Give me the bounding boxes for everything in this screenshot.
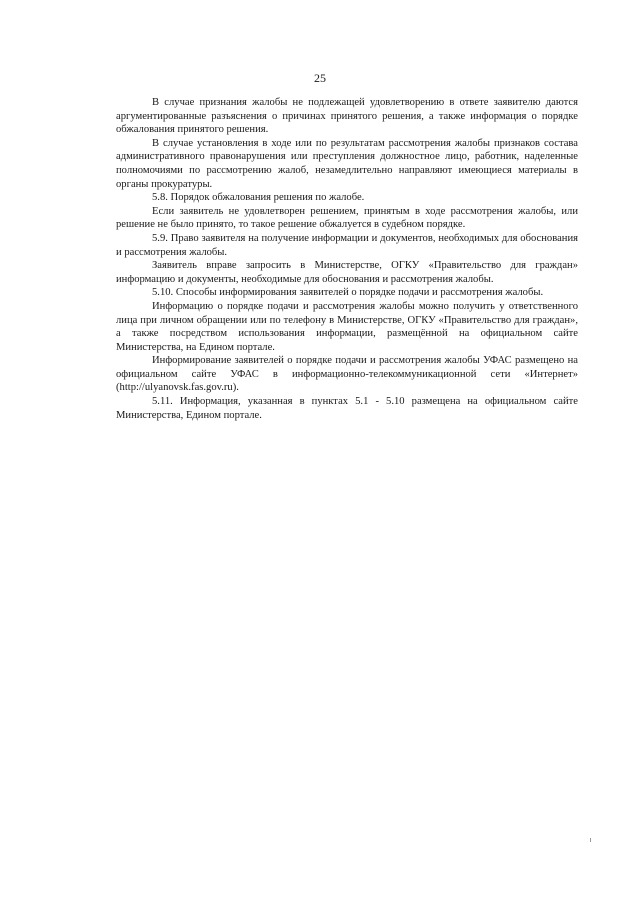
- section-paragraph-5-11: 5.11. Информация, указанная в пунктах 5.1 - 5.10 размещена на официальном сайте Министерства, Едином портале.: [116, 396, 578, 421]
- section-heading-5-10: 5.10. Способы информирования заявителей о порядке подачи и рассмотрения жалобы.: [152, 287, 544, 299]
- paragraph-violation-referral: В случае установления в ходе или по результатам рассмотрения жалобы признаков состава административного правонарушения или преступления должностное лицо, работник, наделенные полномочиями по рассмотрению жалоб, незамедлительно направляют имеющиеся материалы в органы прокуратуры.: [116, 137, 578, 190]
- paragraph-rejection-response: В случае признания жалобы не подлежащей удовлетворению в ответе заявителю даются аргументированные разъяснения о причинах принятого решения, а также информация о порядке обжалования принятого решения.: [116, 97, 578, 136]
- paragraph-request-documents: Заявитель вправе запросить в Министерстве, ОГКУ «Правительство для граждан» информацию и документы, необходимые для обоснования и рассмотрения жалобы.: [116, 260, 578, 285]
- paragraph-ufas-information: Информирование заявителей о порядке подачи и рассмотрения жалобы УФАС размещено на официальном сайте УФАС в информационно-телекоммуникационной сети «Интернет» (http://ulyanovsk.fas.gov.ru).: [116, 355, 578, 394]
- document-body: [116, 96, 578, 422]
- section-heading-5-9: 5.9. Право заявителя на получение информации и документов, необходимых для обоснования и рассмотрения жалобы.: [116, 232, 578, 258]
- scan-artifact: [590, 838, 591, 842]
- paragraph-information-channels: Информацию о порядке подачи и рассмотрения жалобы можно получить у ответственного лица при личном обращении или по телефону в Министерстве, ОГКУ «Правительство для граждан», а также посредством использования информации, размещённой на официальном сайте Министерства, на Едином портале.: [116, 300, 578, 353]
- page-number: 25: [314, 71, 326, 85]
- paragraph-court-appeal: Если заявитель не удовлетворен решением, принятым в ходе рассмотрения жалобы, или решение не было принято, то такое решение обжалуется в судебном порядке.: [116, 205, 578, 231]
- section-heading-5-8: 5.8. Порядок обжалования решения по жалобе.: [152, 192, 365, 204]
